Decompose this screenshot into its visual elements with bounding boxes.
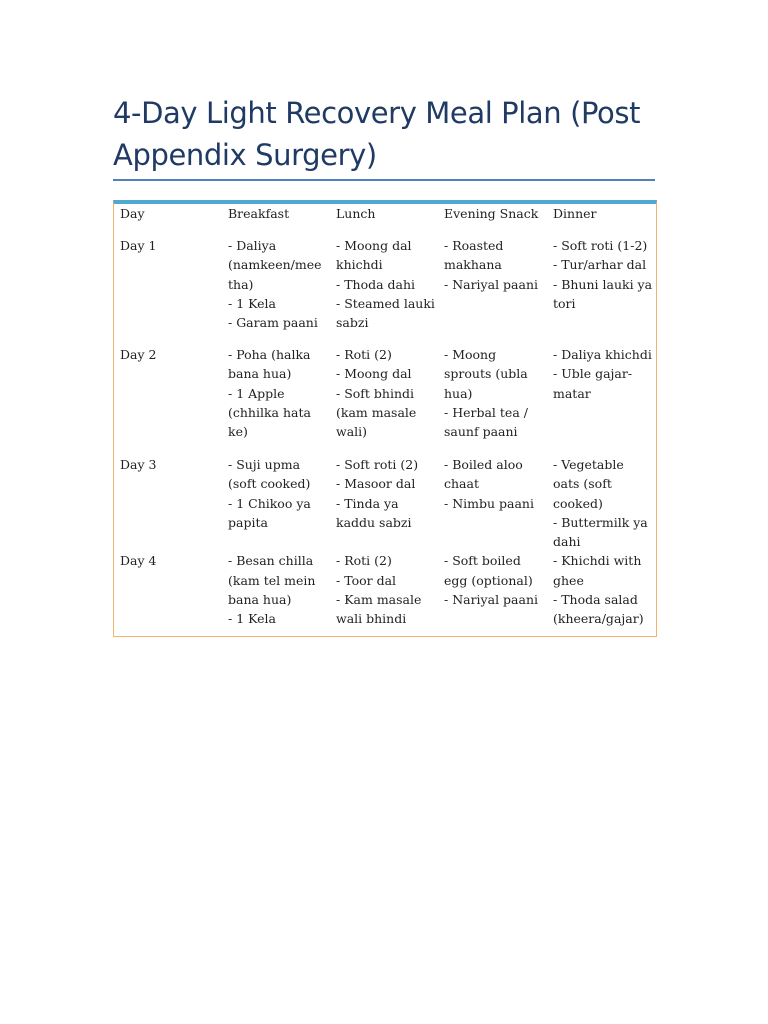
meal-item: - 1 Apple (chhilka hata ke) xyxy=(228,385,311,440)
meal-item: - Moong sprouts (ubla hua) xyxy=(444,347,528,401)
meal-item: - Suji upma (soft cooked) xyxy=(228,457,311,492)
meal-item: - 1 Kela xyxy=(228,295,276,311)
meal-plan-table xyxy=(114,204,656,641)
lunch-cell xyxy=(330,236,438,345)
meal-item: - Kam masale wali bhindi xyxy=(336,592,422,627)
column-header-breakfast: Breakfast xyxy=(228,206,290,221)
column-header-day: Day xyxy=(120,206,145,221)
meal-item: - Masoor dal xyxy=(336,476,416,492)
column-header-evening-snack: Evening Snack xyxy=(444,206,539,221)
meal-item: - Daliya (namkeen/mee tha) xyxy=(228,238,322,292)
meal-item: - Soft roti (2) xyxy=(336,457,419,472)
column-header-lunch: Lunch xyxy=(336,206,376,221)
breakfast-cell xyxy=(222,345,330,455)
day-cell: Day 4 xyxy=(120,553,157,569)
dinner-cell xyxy=(547,345,656,455)
table-row xyxy=(114,551,656,641)
meal-item: - Nariyal paani xyxy=(444,592,539,608)
evening-snack-cell xyxy=(438,551,547,641)
meal-item: - Herbal tea / saunf paani xyxy=(444,404,528,440)
meal-item: - 1 Chikoo ya papita xyxy=(228,495,311,530)
meal-item: - Garam paani xyxy=(228,315,318,331)
meal-item: - Soft boiled egg (optional) xyxy=(444,553,533,588)
table-body xyxy=(114,236,656,641)
meal-item: - Vegetable oats (soft cooked) xyxy=(553,457,624,511)
breakfast-cell xyxy=(222,455,330,551)
meal-item: - Soft bhindi (kam masale wali) xyxy=(336,385,417,440)
meal-item: - Soft roti (1-2) xyxy=(553,238,648,253)
meal-item: - Roasted makhana xyxy=(444,238,504,273)
meal-item: - Tinda ya kaddu sabzi xyxy=(336,495,412,530)
dinner-cell xyxy=(547,455,656,551)
meal-item: - Roti (2) xyxy=(336,553,392,569)
meal-item: - Thoda dahi xyxy=(336,276,416,292)
table-row xyxy=(114,455,656,551)
day-cell: Day 1 xyxy=(120,238,157,253)
meal-item: - Nimbu paani xyxy=(444,495,534,511)
breakfast-cell xyxy=(222,236,330,345)
evening-snack-cell xyxy=(438,236,547,345)
meal-item: - Moong dal khichdi xyxy=(336,238,412,273)
page-title: 4-Day Light Recovery Meal Plan (Post Appendix Surgery) xyxy=(113,96,641,172)
dinner-cell xyxy=(547,551,656,641)
table-row xyxy=(114,236,656,345)
meal-item: - Roti (2) xyxy=(336,347,392,362)
meal-item: - Uble gajar-matar xyxy=(553,366,633,401)
meal-item: - Khichdi with ghee xyxy=(553,553,642,588)
meal-item: - Daliya khichdi xyxy=(553,347,652,362)
meal-item: - Toor dal xyxy=(336,572,397,588)
day-cell: Day 2 xyxy=(120,347,157,362)
meal-item: - 1 Kela xyxy=(228,611,276,627)
table-row xyxy=(114,345,656,455)
meal-item: - Besan chilla (kam tel mein bana hua) xyxy=(228,553,316,608)
meal-item: - Steamed lauki sabzi xyxy=(336,295,435,331)
meal-item: - Nariyal paani xyxy=(444,276,539,292)
meal-item: - Thoda salad (kheera/gajar) xyxy=(553,592,644,627)
meal-item: - Boiled aloo chaat xyxy=(444,457,523,492)
meal-item: - Buttermilk ya dahi xyxy=(553,514,648,550)
lunch-cell xyxy=(330,455,438,551)
lunch-cell xyxy=(330,551,438,641)
meal-item: - Poha (halka bana hua) xyxy=(228,347,311,382)
title-underline xyxy=(113,179,655,181)
lunch-cell xyxy=(330,345,438,455)
evening-snack-cell xyxy=(438,345,547,455)
table-header-row xyxy=(114,204,656,236)
evening-snack-cell xyxy=(438,455,547,551)
meal-item: - Bhuni lauki ya tori xyxy=(553,276,653,311)
column-header-dinner: Dinner xyxy=(553,206,597,221)
meal-item: - Tur/arhar dal xyxy=(553,257,647,273)
dinner-cell xyxy=(547,236,656,345)
meal-item: - Moong dal xyxy=(336,366,412,382)
meal-plan-table-container xyxy=(113,200,657,637)
day-cell: Day 3 xyxy=(120,457,157,472)
breakfast-cell xyxy=(222,551,330,641)
